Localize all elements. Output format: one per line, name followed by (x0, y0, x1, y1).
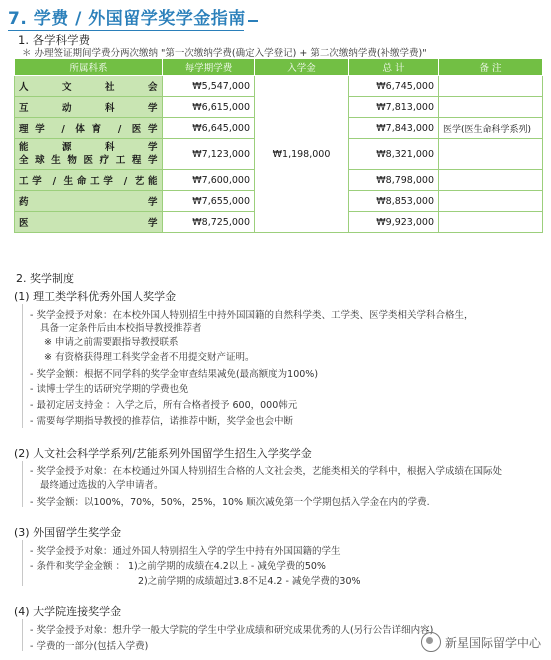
sub1-bracket (22, 304, 23, 428)
sub1-line: 具备一定条件后由本校指导教授推荐者 (40, 323, 202, 334)
header-major: 所属科系 (15, 59, 163, 76)
watermark-text: 新星国际留学中心 (444, 635, 541, 650)
sub1-heading: (1) 理工类学科优秀外国人奖学金 (14, 290, 177, 303)
tuition-cell: ₩7,655,000 (163, 191, 255, 212)
tuition-cell: ₩6,645,000 (163, 118, 255, 139)
header-remark: 备 注 (439, 59, 543, 76)
title-underline (8, 30, 244, 31)
sub2-line: - 奖学金额：以100%，70%，50%，25%，10% 顺次减免第一个学期包括入学金在内的学费. (30, 497, 430, 508)
tuition-cell: ₩8,725,000 (163, 212, 255, 233)
major-cell: 互动科学 (15, 97, 163, 118)
tuition-cell: ₩6,615,000 (163, 97, 255, 118)
sub2-bracket (22, 461, 23, 507)
remark-cell (439, 191, 543, 212)
table-header-row (15, 59, 543, 76)
section1-note: ＊ 办理签证期间学费分两次缴纳 "第一次缴纳学费(确定入学登记) + 第二次缴纳学费(补缴学费)" (22, 48, 427, 59)
remark-cell (439, 139, 543, 170)
sub1-line: - 奖学金授予对象：在本校外国人特别招生中持外国国籍的自然科学类、工学类、医学类相关学科合格生， (30, 310, 474, 321)
remark-cell: 医学(医生命科学系列) (439, 118, 543, 139)
sub1-line: - 读博士学生的话研究学期的学费也免 (30, 384, 189, 395)
sub4-line: - 学费的一部分(包括入学费) (30, 641, 149, 652)
sub1-line: - 奖学金额：根据不同学科的奖学金审查结果减免(最高额度为100%) (30, 369, 319, 380)
tuition-cell: ₩7,123,000 (163, 139, 255, 170)
major-cell: 工学 / 生命工学 / 艺能 (15, 170, 163, 191)
sub3-line: - 奖学金授予对象：通过外国人特别招生入学的学生中持有外国国籍的学生 (30, 546, 341, 557)
major-cell: 药学 (15, 191, 163, 212)
sub3-line: 2)之前学期的成绩超过3.8不足4.2 - 减免学费的30% (138, 576, 361, 587)
major-cell (15, 139, 163, 170)
sub2-line: - 奖学金授予对象：在本校通过外国人特别招生合格的人文社会类，艺能类相关的学科中，根据入学成绩在国际处 (30, 466, 502, 477)
section2-heading: 2. 奖学制度 (16, 272, 74, 285)
remark-cell (439, 97, 543, 118)
total-cell: ₩7,843,000 (349, 118, 439, 139)
entrance-fee-cell: ₩1,198,000 (255, 76, 349, 233)
sub1-line: - 需要每学期指导教授的推荐信，诺推荐中断，奖学金也会中断 (30, 416, 293, 427)
sub1-line: ※ 有资格获得理工科奖学金者不用提交财产证明。 (44, 352, 255, 363)
sub4-heading: (4) 大学院连接奖学金 (14, 605, 122, 618)
tuition-cell: ₩7,600,000 (163, 170, 255, 191)
total-cell: ₩9,923,000 (349, 212, 439, 233)
remark-cell (439, 76, 543, 97)
major-cell: 人文社会 (15, 76, 163, 97)
remark-cell (439, 212, 543, 233)
sub1-line: - 最初定居支持金 ：入学之后，所有合格者授予 600，000韩元 (30, 400, 298, 411)
watermark (421, 632, 541, 652)
tuition-table (14, 58, 543, 233)
header-total: 总 计 (349, 59, 439, 76)
sub3-heading: (3) 外国留学生奖学金 (14, 526, 122, 539)
sub2-heading: (2) 人文社会科学学系列/艺能系列外国留学生招生入学奖学金 (14, 447, 312, 460)
total-cell: ₩8,798,000 (349, 170, 439, 191)
major-line1: 能源科学 (19, 142, 158, 153)
total-cell: ₩8,321,000 (349, 139, 439, 170)
sub3-bracket (22, 540, 23, 586)
major-line2: 全球生物医疗工程学 (19, 155, 158, 166)
major-cell: 理学 / 体育 / 医学 (15, 118, 163, 139)
sub4-bracket (22, 619, 23, 651)
sub4-line: - 奖学金授予对象：想升学一般大学院的学生中学业成绩和研究成果优秀的人(另行公告详细内容) (30, 625, 434, 636)
major-cell: 医学 (15, 212, 163, 233)
sub1-line: ※ 申请之前需要跟指导教授联系 (44, 337, 179, 348)
total-cell: ₩7,813,000 (349, 97, 439, 118)
sub3-line: - 条件和奖学金金额 ： 1)之前学期的成绩在4.2以上 - 减免学费的50% (30, 561, 326, 572)
wechat-logo-icon (421, 632, 441, 652)
section1-heading: 1. 各学科学费 (18, 33, 91, 47)
tuition-cell: ₩5,547,000 (163, 76, 255, 97)
header-entrance-fee: 入学金 (255, 59, 349, 76)
sub2-line: 最终通过选拔的入学申请者。 (40, 480, 164, 491)
remark-cell (439, 170, 543, 191)
total-cell: ₩8,853,000 (349, 191, 439, 212)
page-title: 7. 学费 / 外国留学奖学金指南 (8, 4, 538, 30)
header-tuition: 每学期学费 (163, 59, 255, 76)
table-row (15, 76, 543, 97)
total-cell: ₩6,745,000 (349, 76, 439, 97)
